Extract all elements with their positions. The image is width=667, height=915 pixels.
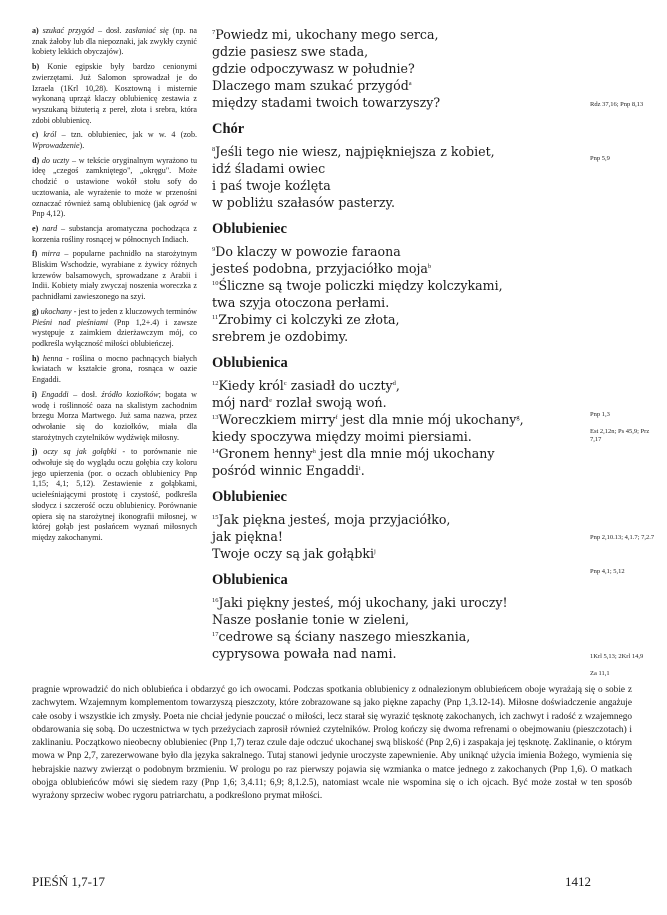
footnote-term: mirra bbox=[41, 249, 61, 259]
footnote-term: oczy są jak gołąbki bbox=[43, 447, 117, 457]
footnote: g) ukochany - jest to jeden z kluczowych terminów Pieśni nad pieśniami (Pnp 1,2+.4) i zawsze występuje z zaimkiem dzierżawczym mój, co podkreśla wyłączność miłości oblubieńczej. bbox=[32, 306, 198, 348]
footnote-marker: a bbox=[408, 79, 412, 87]
verse-number: 8 bbox=[212, 145, 216, 153]
verse-number: 12 bbox=[212, 379, 219, 387]
verse-number: 16 bbox=[212, 596, 219, 604]
footnote-letter: c) bbox=[32, 130, 44, 140]
verse-line: Dlaczego mam szukać przygód$^a$ bbox=[212, 78, 412, 93]
footnotes-column bbox=[32, 26, 197, 548]
page-number: 1412 bbox=[565, 874, 591, 889]
footnote-term: szukać przygód bbox=[42, 26, 95, 35]
verse-number: 7 bbox=[212, 28, 216, 36]
speaker-heading: Chór bbox=[212, 121, 245, 137]
commentary-paragraph: pragnie wprowadzić do nich oblubieńca i obdarzyć go ich owocami. Podczas spotkania oblubienicy z odnalezionym oblubieńcem oboje wyrażają się o sobie z zachwytem. Wzajemnym komplementom towarzyszą pieszczoty, które zobrazowane są jako piękne zapachy (Pnp 1,3.12-14). Miłosne doświadczenie angażuje całe osoby i wszystkie ich zmysły. Poeta nie chciał jedynie pouczać o miłości, lecz starał się wyrazić tęsknotę zakochanych, ich zachwyt i radość z wzajemnego obdarowania się sobą. Do uczestnictwa w tych przeżyciach zaprosił również czytelników. Prolog kończy się dwoma refrenami o obejmowaniu (pieszczotach) i zaklinaniu. Początkowo nieobecny oblubieniec (Pnp 1,7) teraz czule daje odczuć ukochanej swą bliskość (Pnp 2,6) i zaspakaja jej tęsknotę. Zaklinanie, o którym mowa w Pnp 2,7, zarezerwowane było dla języka sakralnego. Tutaj stanowi jedynie uroczyste zapewnienie. Aby uniknąć użycia imienia Bożego, wymienia się hebrajskie nazwy zwierząt o podobnym brzmieniu. W prologu po raz pierwszy pojawia się wzmianka o matce jednego z zakochanych (Pnp 1,6). O matkach obojga oblubieńców mówi się siedem razy (Pnp 1,6; 3,4.11; 6,9; 8,1.2.5), natomiast wcale nie wspomina się o ich ojcach. Być może został w ten sposób wyrażony sprzeciw wobec rygoru patriarchatu, a podkreślono prymat miłości. bbox=[32, 685, 632, 802]
footnote-letter: h) bbox=[32, 353, 43, 363]
footnote-marker: g bbox=[516, 413, 520, 421]
verse-line: kiedy spoczywa między moimi piersiami. bbox=[212, 429, 472, 444]
verse-line: cyprysowa powała nad nami. bbox=[212, 646, 397, 661]
verse-line: jak piękna! bbox=[212, 529, 283, 544]
footnote-term: Wprowadzenie bbox=[32, 141, 80, 151]
footnote-term: Engaddi bbox=[41, 389, 69, 399]
cross-reference: Za 11,1 bbox=[590, 670, 610, 677]
footnote-term: Pieśni nad pieśniami bbox=[32, 317, 108, 327]
verse-line: gdzie odpoczywasz w południe? bbox=[212, 61, 415, 76]
footnote-marker: d bbox=[392, 379, 396, 387]
cross-reference: Pnp 4,1; 5,12 bbox=[590, 568, 625, 575]
verse-line: $^9$Do klaczy w powozie faraona bbox=[212, 244, 401, 259]
verse-block bbox=[212, 594, 582, 662]
footnote-term: ukochany bbox=[40, 306, 72, 316]
cross-reference: Rdz 37,16; Pnp 8,13 bbox=[590, 101, 644, 108]
verse-number: 10 bbox=[212, 279, 219, 287]
verse-line: $^{15}$Jak piękna jesteś, moja przyjaciółko, bbox=[212, 512, 451, 527]
running-head: PIEŚŃ 1,7-17 bbox=[32, 874, 105, 889]
verse-line: pośród winnic Engaddi$^i$. bbox=[212, 463, 365, 478]
verse-line: $^8$Jeśli tego nie wiesz, najpiękniejsza z kobiet, bbox=[212, 144, 495, 159]
footnote: f) mirra – popularne pachnidło na starożytnym Bliskim Wschodzie, wyrabiane z żywicy różnych krzewów balsamowych, sprowadzane z Arabii i Indii. Kobiety miały zwyczaj noszenia woreczka z pachnidłami zawieszonego na szyi. bbox=[32, 249, 197, 302]
footnote: h) henna - roślina o mocno pachnących białych kwiatach w kształcie grona, rosnąca w oazie Engaddi. bbox=[32, 353, 197, 385]
footnote-letter: i) bbox=[32, 389, 42, 399]
verse-line: $^{16}$Jaki piękny jesteś, mój ukochany, jaki uroczy! bbox=[212, 595, 508, 610]
footnote-term: źródło koziołków bbox=[101, 389, 159, 399]
verse-line: gdzie pasiesz swe stada, bbox=[212, 44, 369, 59]
footnote-term: ogród bbox=[168, 198, 189, 208]
footnote-marker: b bbox=[427, 262, 432, 270]
footnote-marker: i bbox=[358, 464, 361, 472]
verse-line: Twoje oczy są jak gołąbki$^j$ bbox=[212, 546, 376, 561]
speaker-heading: Oblubieniec bbox=[212, 221, 287, 237]
cross-reference: 1Krl 5,13; 2Krl 14,9 bbox=[590, 653, 644, 660]
verse-number: 13 bbox=[212, 413, 219, 421]
footnote-term: nard bbox=[42, 223, 58, 233]
footnote-letter: a) bbox=[32, 26, 43, 35]
cross-reference: Est 2,12n; Ps 45,9; Prz 7,17 bbox=[590, 428, 650, 443]
verse-number: 14 bbox=[212, 447, 219, 455]
footnote-term: król bbox=[43, 130, 57, 140]
footnote-marker: e bbox=[269, 396, 273, 404]
verse-number: 11 bbox=[212, 313, 219, 321]
verse-block bbox=[212, 243, 582, 345]
verse-line: $^{11}$Zrobimy ci kolczyki ze złota, bbox=[212, 312, 400, 327]
verse-line: idź śladami owiec bbox=[212, 161, 326, 176]
verse-block bbox=[212, 377, 582, 479]
verse-line: $^{10}$Śliczne są twoje policzki między kolczykami, bbox=[212, 278, 503, 293]
verse-line: jesteś podobna, przyjaciółko moja$^b$ bbox=[212, 261, 432, 276]
footnote: j) oczy są jak gołąbki - to porównanie nie odwołuje się do wyglądu oczu gołębia czy koloru jego upierzenia (por. o oczach oblubienicy Pnp 1,15; 4,1; 5,12). Zestawienie z gołąbkami, uciełeśniającymi prostotę i czystość, podkreśla słodycz i szczerość oczu oblubienicy. Porównanie opiera się na starożytnej ikonografii miłosnej, w której gołąb jest posłańcem wyznań miłosnych między zakochanymi. bbox=[32, 447, 197, 542]
verse-line: $^7$Powiedz mi, ukochany mego serca, bbox=[212, 27, 439, 42]
verse-line: $^{17}$cedrowe są ściany naszego mieszkania, bbox=[212, 629, 471, 644]
footnote-letter: e) bbox=[32, 223, 43, 233]
verse-line: w pobliżu szałasów pasterzy. bbox=[212, 195, 395, 210]
speaker-heading: Oblubienica bbox=[212, 355, 288, 371]
footnote-term: zasłaniać się bbox=[125, 26, 169, 35]
footnote-letter: g) bbox=[32, 306, 41, 316]
footnote: i) Engaddi – dosł. źródło koziołków; bogata w wodę i roślinność oaza na skalistym zachodnim brzegu Morza Martwego. Już sama nazwa, przez odwołanie się do koziołków, miała dla starożytnych czytelników wydźwięk miłosny. bbox=[32, 389, 197, 442]
footnote-marker: h bbox=[312, 447, 316, 455]
footnote: e) nard – substancja aromatyczna pochodząca z korzenia rośliny rosnącej w północnych Indiach. bbox=[32, 223, 197, 244]
footnote-letter: b) bbox=[32, 62, 48, 72]
footnote-marker: f bbox=[335, 413, 338, 421]
verse-line: $^{14}$Gronem henny$^h$ jest dla mnie mój ukochany bbox=[212, 446, 495, 461]
footnote: c) król – tzn. oblubieniec, jak w w. 4 (zob. Wprowadzenie). bbox=[32, 130, 197, 151]
footnote-letter: f) bbox=[32, 249, 42, 259]
verse-line: Nasze posłanie tonie w zieleni, bbox=[212, 612, 410, 627]
footnote-letter: d) bbox=[32, 155, 42, 165]
cross-reference: Pnp 1,3 bbox=[590, 411, 610, 418]
footnote: d) do uczty – w tekście oryginalnym wyrażono tu ideę „czegoś zamkniętego", „okręgu". Może chodzić o ustawione wokół stołu sofy do ucztowania, ale wyrażenie to może w przenośni oznaczać również samą oblubienicę (jak ogród w Pnp 4,12). bbox=[32, 155, 197, 219]
verse-number: 9 bbox=[212, 245, 216, 253]
verse-block bbox=[212, 143, 582, 211]
verse-line: $^{13}$Woreczkiem mirry$^f$ jest dla mnie mój ukochany$^g$, bbox=[212, 412, 524, 427]
verses-column bbox=[212, 26, 582, 671]
verse-number: 17 bbox=[212, 630, 219, 638]
footnote-term: do uczty bbox=[41, 155, 70, 165]
verse-line: twa szyja otoczona perłami. bbox=[212, 295, 390, 310]
verse-line: $^{12}$Kiedy król$^c$ zasiadł do uczty$^d$, bbox=[212, 378, 400, 393]
verse-number: 15 bbox=[212, 513, 219, 521]
speaker-heading: Oblubieniec bbox=[212, 489, 287, 505]
verse-line: między stadami twoich towarzyszy? bbox=[212, 95, 441, 110]
footnote: a) szukać przygód – dosł. zasłaniać się (np. na znak żałoby lub dla niepoznaki, jak zwykły czynić kobiety lekkich obyczajów). bbox=[32, 26, 197, 57]
verse-line: mój nard$^e$ rozlał swoją woń. bbox=[212, 395, 387, 410]
verse-block bbox=[212, 511, 582, 562]
cross-reference: Pnp 5,9 bbox=[590, 155, 610, 162]
footnote-letter: j) bbox=[32, 447, 44, 457]
footnote-marker: j bbox=[374, 547, 376, 555]
footnote-term: henna bbox=[42, 353, 63, 363]
footnote: b) Konie egipskie były bardzo cenionymi zwierzętami. Już Salomon sprowadzał je do Izraela (1Krl 10,28). Kosztowną i misternie wykonaną uprząż klaczy oblubienicę zestawia z wyszukaną biżuterią z pereł, złota i srebra, która zdobi oblubienicę. bbox=[32, 62, 198, 125]
cross-reference: Pnp 2,10.13; 4,1.7; 7,2.7 bbox=[590, 534, 655, 541]
footnote-marker: c bbox=[283, 379, 287, 387]
verse-block bbox=[212, 26, 582, 111]
speaker-heading: Oblubienica bbox=[212, 572, 288, 588]
verse-line: srebrem je ozdobimy. bbox=[212, 329, 349, 344]
verse-line: i paś twoje koźlęta bbox=[212, 178, 331, 193]
